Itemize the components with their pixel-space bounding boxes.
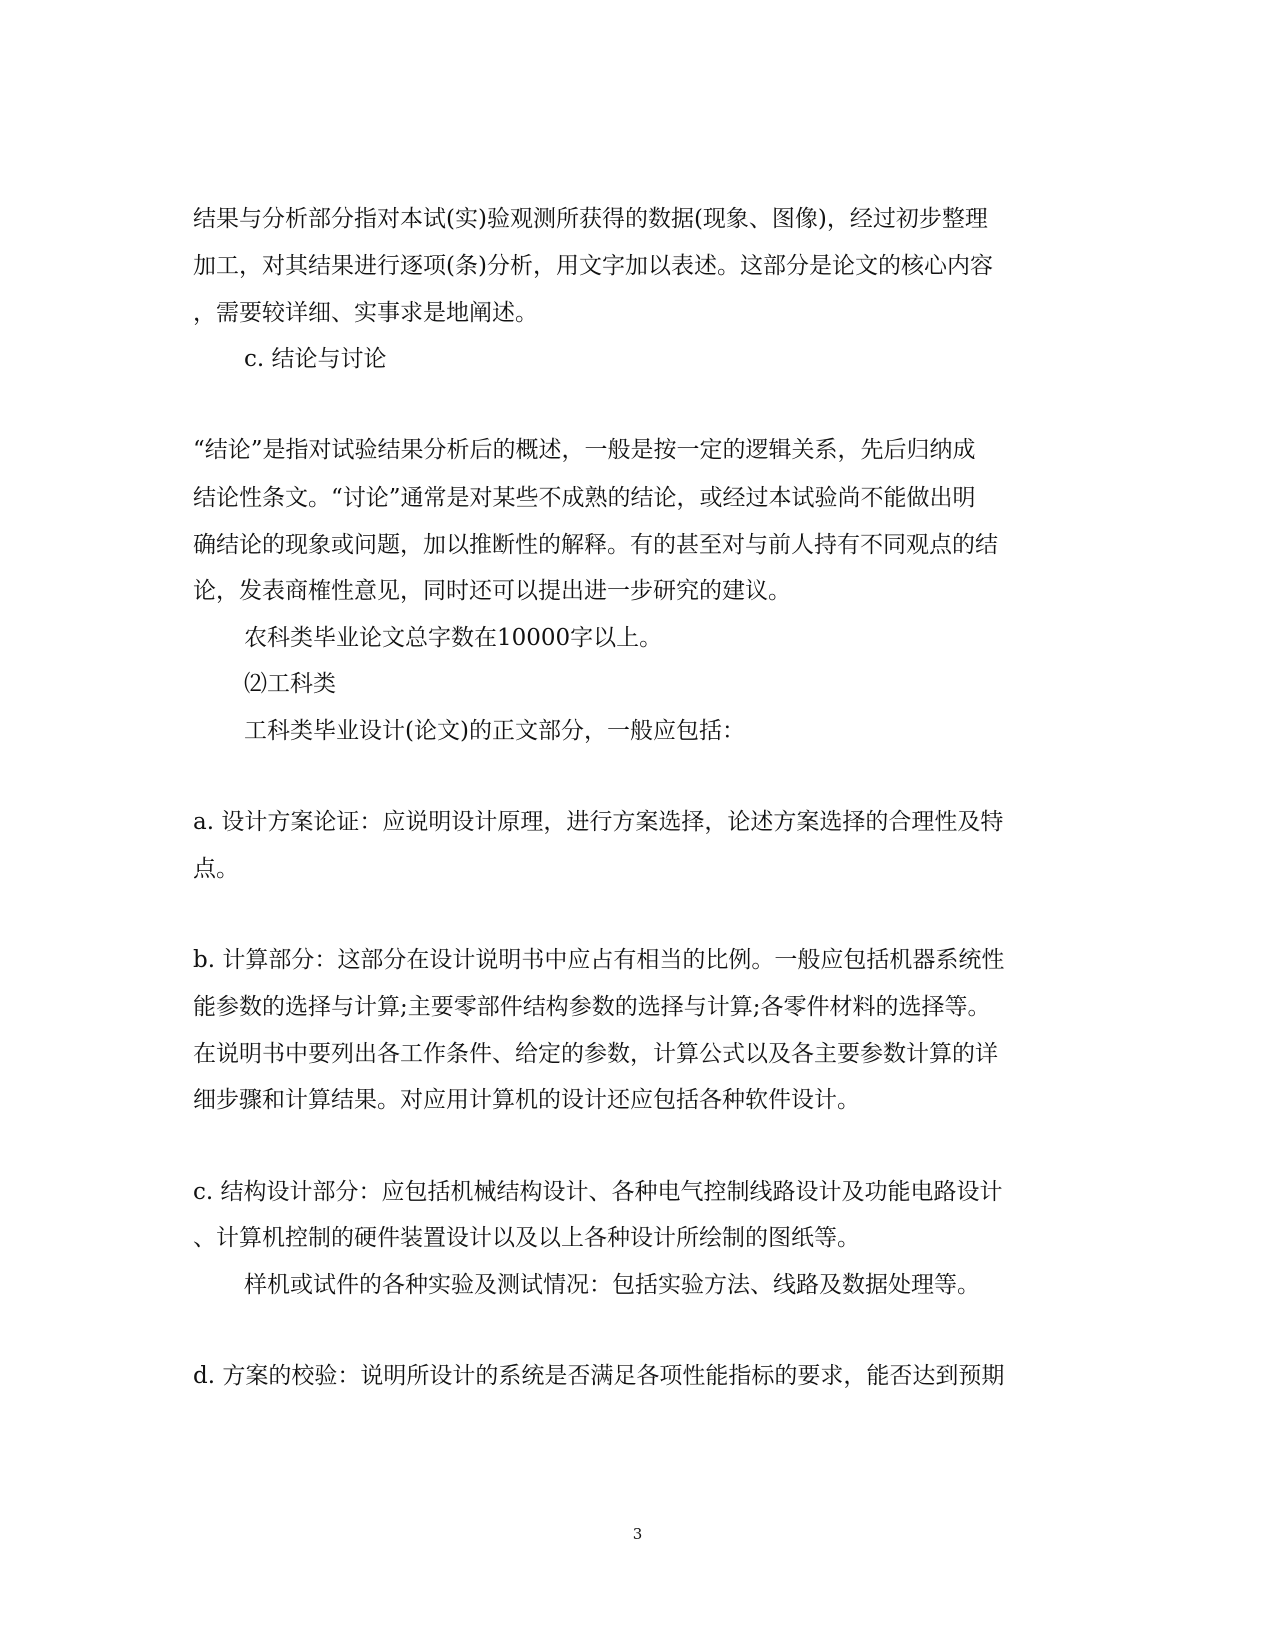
text-line: c. 结构设计部分：应包括机械结构设计、各种电气控制线路设计及功能电路设计 bbox=[193, 1179, 1003, 1205]
page-number: 3 bbox=[632, 1525, 643, 1543]
text-line: 结果与分析部分指对本试(实)验观测所获得的数据(现象、图像)，经过初步整理 bbox=[193, 206, 988, 232]
text-line: ，需要较详细、实事求是地阐述。 bbox=[193, 300, 538, 326]
text-line: a. 设计方案论证：应说明设计原理，进行方案选择，论述方案选择的合理性及特 bbox=[193, 809, 1004, 835]
text-line: “结论”是指对试验结果分析后的概述，一般是按一定的逻辑关系，先后归纳成 bbox=[193, 437, 976, 463]
text-line: 在说明书中要列出各工作条件、给定的参数，计算公式以及各主要参数计算的详 bbox=[193, 1041, 998, 1067]
text-line: 点。 bbox=[193, 856, 239, 882]
text-line: 细步骤和计算结果。对应用计算机的设计还应包括各种软件设计。 bbox=[193, 1087, 860, 1113]
text-line: 农科类毕业论文总字数在10000字以上。 bbox=[244, 625, 663, 651]
section-heading: ⑵工科类 bbox=[244, 671, 336, 697]
text-line: 确结论的现象或问题，加以推断性的解释。有的甚至对与前人持有不同观点的结 bbox=[193, 532, 998, 558]
text-line: 能参数的选择与计算;主要零部件结构参数的选择与计算;各零件材料的选择等。 bbox=[193, 994, 991, 1020]
text-line: 、计算机控制的硬件装置设计以及以上各种设计所绘制的图纸等。 bbox=[193, 1225, 860, 1251]
section-heading: c. 结论与讨论 bbox=[244, 346, 387, 372]
text-line: 工科类毕业设计(论文)的正文部分，一般应包括： bbox=[244, 718, 745, 744]
text-line: d. 方案的校验：说明所设计的系统是否满足各项性能指标的要求，能否达到预期 bbox=[193, 1363, 1005, 1389]
text-line: 加工，对其结果进行逐项(条)分析，用文字加以表述。这部分是论文的核心内容 bbox=[193, 253, 993, 279]
text-line: 论，发表商榷性意见，同时还可以提出进一步研究的建议。 bbox=[193, 578, 791, 604]
text-line: 样机或试件的各种实验及测试情况：包括实验方法、线路及数据处理等。 bbox=[244, 1272, 980, 1298]
text-line: b. 计算部分：这部分在设计说明书中应占有相当的比例。一般应包括机器系统性 bbox=[193, 947, 1005, 973]
text-line: 结论性条文。“讨论”通常是对某些不成熟的结论，或经过本试验尚不能做出明 bbox=[193, 485, 976, 511]
